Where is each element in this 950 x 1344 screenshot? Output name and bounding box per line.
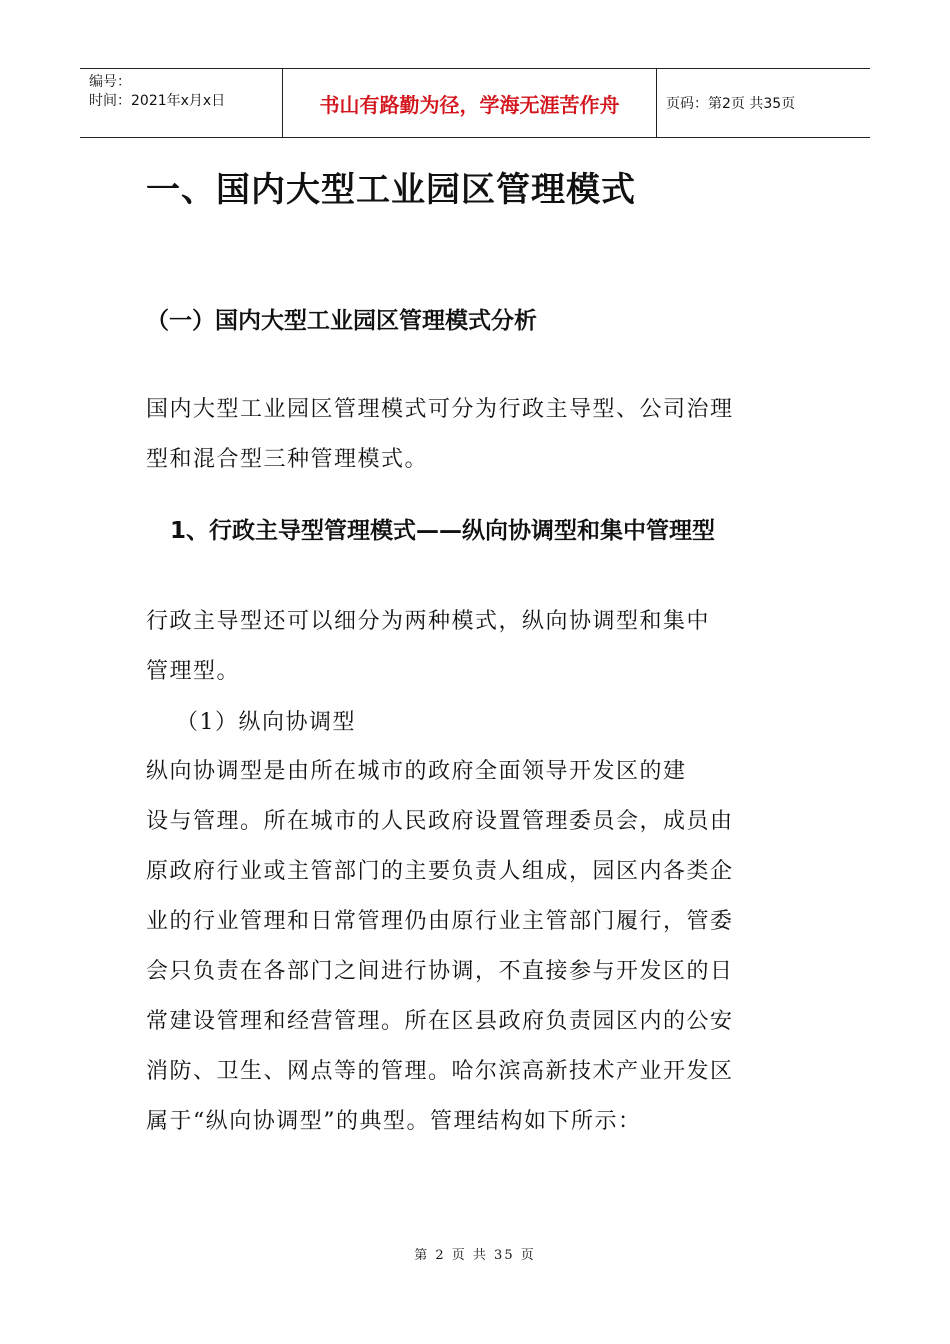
- paragraph-line: 管理型。: [146, 659, 241, 684]
- paragraph-line: 国内大型工业园区管理模式可分为行政主导型、公司治理: [146, 397, 734, 422]
- paragraph-line: 消防、卫生、网点等的管理。哈尔滨高新技术产业开发区: [146, 1059, 734, 1084]
- paragraph-line: 型和混合型三种管理模式。: [146, 447, 429, 472]
- header-motto: 书山有路勤为径，学海无涯苦作舟: [283, 69, 657, 137]
- paragraph-line: 设与管理。所在城市的人民政府设置管理委员会，成员由: [146, 809, 734, 834]
- paragraph-line: 常建设管理和经营管理。所在区县政府负责园区内的公安: [146, 1009, 734, 1034]
- document-header: [80, 68, 870, 138]
- sub-intro-paragraph: [146, 597, 816, 697]
- number-label: 编号：: [89, 74, 131, 90]
- header-meta-cell: [80, 69, 283, 137]
- item-heading-text: （1）纵向协调型: [176, 710, 356, 735]
- page-footer: 第 2 页 共 35 页: [414, 1248, 536, 1263]
- body-paragraph: [146, 747, 816, 1147]
- time-label: 时间：2021年x月x日: [89, 93, 226, 109]
- header-page-info: 页码：第2页 共35页: [666, 96, 796, 112]
- intro-paragraph: [146, 385, 816, 485]
- paragraph-line: 会只负责在各部门之间进行协调，不直接参与开发区的日: [146, 959, 734, 984]
- item-heading: [146, 698, 816, 748]
- paragraph-line: 原政府行业或主管部门的主要负责人组成，园区内各类企: [146, 859, 734, 884]
- page-title: 一、国内大型工业园区管理模式: [146, 170, 636, 210]
- subsection-heading: 1、行政主导型管理模式——纵向协调型和集中管理型: [170, 518, 716, 544]
- paragraph-line: 属于“纵向协调型”的典型。管理结构如下所示：: [146, 1109, 642, 1134]
- paragraph-line: 纵向协调型是由所在城市的政府全面领导开发区的建: [146, 759, 687, 784]
- paragraph-line: 行政主导型还可以细分为两种模式，纵向协调型和集中: [146, 609, 711, 634]
- paragraph-line: 业的行业管理和日常管理仍由原行业主管部门履行，管委: [146, 909, 734, 934]
- section-heading: （一）国内大型工业园区管理模式分析: [146, 308, 537, 334]
